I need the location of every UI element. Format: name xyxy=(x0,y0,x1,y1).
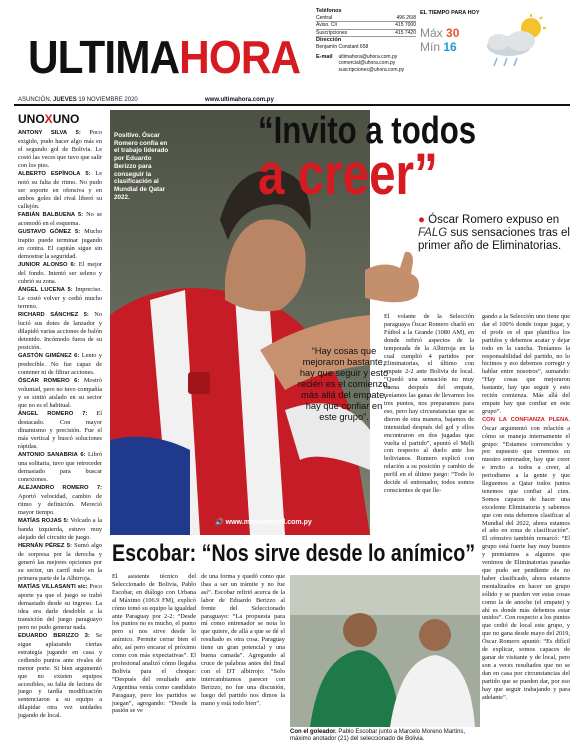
player-name: GUSTAVO GÓMEZ xyxy=(18,229,72,236)
thumbs-up-hand-image xyxy=(365,250,425,310)
headline-line-2: a creer” xyxy=(258,142,438,207)
email-link[interactable]: comercial@uhora.com.py xyxy=(338,60,396,67)
contact-box xyxy=(316,8,416,73)
player-name: JUNIOR ALONSO xyxy=(18,262,68,269)
main-headline xyxy=(258,110,524,207)
pull-quote: “Hay cosas que mejoraron bastante, hay que seguir y esto recién es el comienzo, más allá del empate, hay que confiar en este grupo”. xyxy=(297,346,391,422)
weather-max: Máx 30 xyxy=(420,26,460,40)
player-name: ÁNGEL LUCENA xyxy=(18,287,65,294)
player-score: 5: xyxy=(75,130,81,136)
sound-icon: 🔊 xyxy=(215,519,226,526)
player-comment: Aportó velocidad, cambio de ritmo y definición. Mereció mayor tiempo. xyxy=(18,493,102,516)
headline-line-1: “Invito a todos xyxy=(258,110,477,152)
player-name: ALBERTO ESPÍNOLA xyxy=(18,170,81,177)
player-rating-entry xyxy=(18,211,102,228)
bullet-dot-icon: ● xyxy=(418,214,429,226)
player-score: 7: xyxy=(96,485,102,492)
player-rating-entry xyxy=(18,228,102,261)
dateline: ASUNCIÓN, JUEVES 19 NOVIEMBRE 2020 xyxy=(18,97,138,103)
second-headline: Escobar: “Nos sirve desde lo anímico” xyxy=(112,540,476,567)
player-comment: Mostró voluntad, pero no tuvo compañía y se sintió aislado en su sector que no es el habitual. xyxy=(18,377,103,410)
player-name: ANTONY SILVA xyxy=(18,130,68,136)
player-score: 6: xyxy=(74,378,80,385)
player-score: 5: xyxy=(83,312,89,319)
article-subheading: CON LA CONFIANZA PLENA. xyxy=(482,416,570,423)
player-comment: Se sigue aplazando ciertas estrategia jugando en casa y cediendo puntos ante rivales de menor porte. Si bien argumentó que no existen equipos accesibles, su falta de lectura de juego y tardía modificación sentenciaron a su equipo a dilapidar otra vez unidades jugando de local. xyxy=(18,632,103,720)
player-name: HERNÁN PÉREZ xyxy=(18,543,65,550)
player-score: 3: xyxy=(84,633,90,640)
address-title: Dirección xyxy=(316,37,342,44)
subheadline: ● Óscar Romero expuso en FALG sus sensaciones tras el primer año de Eliminatorias. xyxy=(418,214,570,252)
second-photo xyxy=(290,575,480,727)
player-comment: El mejor del fondo. Intentó ser seleno y cubrió su zona. xyxy=(18,261,103,285)
player-rating-entry xyxy=(18,129,102,170)
player-score: 5: xyxy=(66,543,72,550)
article-column-2: gando a la Selección uno tiene que dar el 100% donde toque jugar, y el profe es el que planifica los partidos y debemos acatar y dejar todo en la cancha. Teníamos la responsabilidad del partido, no lo hicimos y eso debemos corregir y hablar entre nosotros”, sumando: “Hay cosas que mejoraron bastante, hay que seguir y esto recién comienza. Más allá del empate hay que confiar en este grupo”. CON LA CONFIANZA PLENA. Óscar argumentó con relación a cómo se maneja internamente el grupo: “Estamos convencidos y por supuesto que creemos en nuestro entrenador, hay que creer e invito a todos a creer, al periodismo a la gente y que lleguemos a Qatar todos juntos tenemos que confiar al cien. Somos capaces de hacer una excelente Eliminatoria y sabemos que con esta debemos clasificar al Mundial del 2022, ahora estamos el año en zona de clasificación”. El ofensivo también remarcó: “El grupo está fuerte hay muy buenos y premiamos a algunos que venimos de Eliminatorias pasadas que pudo ser pendiente de no haber clasificado, ahora estamos mentalizados en hacer un grupo sólido y se pueden ver estas cosas como la de anoche (el empate) y ahí es donde más debemos estar unidos”. Con respecto a los puntos que cedió de local este grupo, y que no gana desde mayo del 2019, Óscar Romero apuntó: “Es difícil de explicar, somos capaces de ganar de visitante y de local, pero son a veces resultados que no se dan en casa por circunstancias del partido que se pueden dar, por eso hay que seguir trabajando y para adelante”. xyxy=(482,313,570,701)
player-name: ÓSCAR ROMERO xyxy=(18,378,70,385)
weather-min: Mín 16 xyxy=(420,40,457,54)
address: Benjamín Constant 658 xyxy=(316,43,369,50)
player-name: FABIÁN BALBUENA xyxy=(18,211,76,218)
email-link[interactable]: ultimahora@uhora.com.py xyxy=(338,53,398,60)
player-score: 6: xyxy=(74,353,80,360)
player-comment: Le notó su falta de ritmo. No pudo ser soporte en ofensiva y en ambos goles del rival liberó su callejón. xyxy=(18,169,103,210)
player-rating-entry xyxy=(18,377,102,410)
player-rating-entry xyxy=(18,170,102,211)
phone-row: Aviso. Clí 415 7000 xyxy=(316,22,416,29)
player-rating-entry xyxy=(18,451,102,484)
player-comment: El destacado. Con mayor dinamismo y precisión. Fue el más vertical y buscó soluciones rápidas. xyxy=(18,410,103,450)
player-rating-entry xyxy=(18,583,102,631)
player-comment: Libró una solitaria, tuvo que retroceder demasiado para buscar conexiones. xyxy=(18,451,102,483)
player-ratings-column xyxy=(18,129,102,721)
logo-part-black: ULTIMA xyxy=(28,31,180,83)
player-comment: Poco exigido, pudo hacer algo más en el segundo gol de Bolivia. Le costó las veces que tuvo que salir con los pies. xyxy=(18,129,103,169)
phone-row: Suscripciones 415 7420 xyxy=(316,29,416,36)
player-rating-entry xyxy=(18,286,102,311)
player-rating-entry xyxy=(18,261,102,286)
player-name: MATÍAS VILLASANTI xyxy=(18,584,76,591)
player-comment: Impreciso. Le costó volver y cedió mucho terreno. xyxy=(18,286,103,310)
player-comment: No lució sus dotes de lanzador y dilapidó varias acciones de balón detenido. Incómodo fuera de su posición. xyxy=(18,311,102,351)
second-article-column-2: de una forma y quedó como que ibas a ser un trámite y no fue así”. Escobar refirió acerca de la labor de Eduardo Berizzo al frente del Seleccionado paraguayo: “La propuesta para mí como entrenador se nota lo que quiere, de allá a que se dé el resultado es otra cosa. Paraguay tiene un gran potencial y una buena camada”. Agregando al cruce de palabras antes del final con el DT albirrojo: “Solo intercambiamos parecer con Berizzo, no fue una discusión, luego del partido nos dimos la mano y está todo bien”. xyxy=(201,573,285,707)
player-comment: Poco aporte ya que el juego se trabó demasiado desde su ingreso. La idea era darle desdoble a la transición del juego paraguayo pero no pudo generar nada. xyxy=(18,583,102,631)
player-rating-entry xyxy=(18,632,102,720)
player-score: 6: xyxy=(80,452,86,459)
article-column-1: El volante de la Selección paraguaya Óscar Romero charló en Fútbol a la Grande (1080 AM), en donde refirió aspectos de la temporada de la Albirroja en la cual cumplió 4 partidos por Eliminatorias, el último con empate 2-2 ante Bolivia de local. “Quedó una sensación no muy buena después del empate, teníamos las ganas de llevarnos los tres puntos, nos preparamos para eso, pero hay circunstancias que se dieron de otra manera, bajamos de intensidad después del gol y ellos encontraron en dos jugadas que vuelta el partido”, apuntó el Melli con respecto al duelo ante los bolivianos. Romero explicó con relación a su posición y cambio de perfil en el último juego: “Todo lo decide el entrenador, todos somos conscientes de que lle- xyxy=(384,313,474,494)
masthead-website[interactable]: www.ultimahora.com.py xyxy=(205,97,274,103)
player-rating-entry xyxy=(18,311,102,352)
weather-title: EL TIEMPO PARA HOY xyxy=(420,10,480,16)
player-comment: Sumó algo de sorpresa por la derecha y generó las mejores opciones por su sector, un carril nulo en la primera parte de la Albirroja. xyxy=(18,542,102,583)
player-comment: Volcado a la banda izquierda, estuvo muy alejado del circuito de juego. xyxy=(18,517,102,542)
player-name: GASTÓN GIMÉNEZ xyxy=(18,353,72,360)
player-name: RICHARD SÁNCHEZ xyxy=(18,312,79,319)
photo-caption: Positivo. Óscar Romero confía en el trabajo liderado por Eduardo Berizzo para conseguir la clasificación al Mundial de Qatar 2022. xyxy=(114,132,169,201)
player-score: 5: xyxy=(67,287,73,294)
player-rating-entry xyxy=(18,410,102,451)
player-rating-entry xyxy=(18,352,102,377)
player-name: EDUARDO BERIZZO xyxy=(18,633,79,640)
player-rating-entry xyxy=(18,542,102,583)
player-score: 5: xyxy=(78,211,84,218)
email-link[interactable]: suscripciones@uhora.com.py xyxy=(338,66,405,73)
player-name: MATÍAS ROJAS xyxy=(18,518,62,525)
player-comment: Lento y predecible. No fue capaz de contener ni de filtrar acciones. xyxy=(18,352,102,377)
player-name: ALEJANDRO ROMERO xyxy=(18,485,89,492)
player-name: ANTONIO SANABRIA xyxy=(18,452,78,459)
column-title: UNOXUNO xyxy=(18,112,80,126)
player-name: ÁNGEL ROMERO xyxy=(18,411,74,418)
weather-box xyxy=(420,10,570,74)
player-score: 5: xyxy=(85,170,91,177)
radio-web-badge[interactable]: 🔊 www.monumental.com.py xyxy=(215,519,312,526)
partly-cloudy-rain-icon xyxy=(471,14,563,74)
logo-part-red: HORA xyxy=(179,31,301,83)
phones-title: Teléfonos xyxy=(316,8,342,14)
second-photo-caption: Con el goleador. Pablo Escobar junto a Marcelo Moreno Martins, máximo anotador (21) del seleccionado de Bolivia. xyxy=(290,729,466,743)
player-score: 5: xyxy=(75,229,81,236)
player-score: 6: xyxy=(70,262,76,269)
player-score: 7: xyxy=(82,411,88,418)
masthead-logo[interactable] xyxy=(28,30,300,84)
player-score: 5: xyxy=(63,518,69,525)
player-rating-entry xyxy=(18,517,102,542)
player-score: s/c: xyxy=(77,584,88,591)
player-comment: Mucho trapito puede terminar jugando en contra. El capitán sigue sin demostrar la seguridad. xyxy=(18,228,102,260)
phone-row: Central 496 26/8 xyxy=(316,14,416,21)
player-rating-entry xyxy=(18,484,102,517)
email-label: E-mail xyxy=(316,53,333,60)
header-rule xyxy=(14,104,570,106)
second-article-column-1: El asistente técnico del Seleccionado de Bolivia, Pablo Escobar, en diálogo con Urbana al Máximo (106.9 FM), explicó cómo tomó su equipo la igualdad ante Paraguay por 2-2: “Desde los puntos no es mucho, el punto pero si nos sirve desde lo anímico. Permite cerrar bien el año, así pero encarar el próximo como con más expectativas”. El profesional analizó cómo llegaba Bolivia para el choque: “Después del resultado ante Argentina venía como candidato Paraguay, pero los partidos se juegan”, agregando: “Desde la pasión se ve xyxy=(112,573,196,715)
player-comment: No se acomodó en el esquema. xyxy=(18,210,102,227)
